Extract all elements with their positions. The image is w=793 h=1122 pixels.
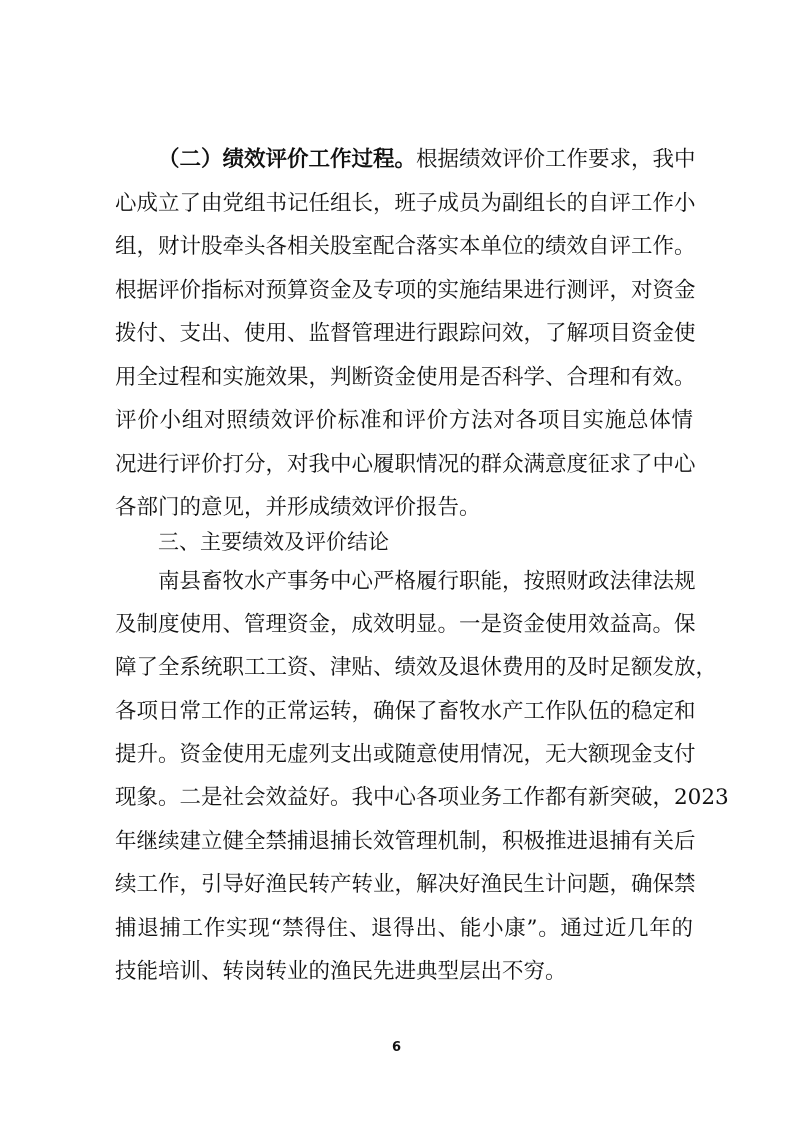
paragraph-line: 现象。二是社会效益好。我中心各项业务工作都有新突破，2023 <box>115 785 729 810</box>
paragraph-line: 提升。资金使用无虚列支出或随意使用情况，无大额现金支付 <box>115 742 696 767</box>
paragraph-line: 各部门的意见，并形成绩效评价报告。 <box>115 495 481 520</box>
paragraph-line: 各项日常工作的正常运转，确保了畜牧水产工作队伍的稳定和 <box>115 699 696 724</box>
paragraph-line: （二）绩效评价工作过程。根据绩效评价工作要求，我中 <box>158 147 696 172</box>
paragraph-line: 况进行评价打分，对我中心履职情况的群众满意度征求了中心 <box>115 452 696 477</box>
paragraph-line: 组，财计股牵头各相关股室配合落实本单位的绩效自评工作。 <box>115 234 696 259</box>
section-heading: 三、主要绩效及评价结论 <box>158 530 389 554</box>
paragraph-line: 南县畜牧水产事务中心严格履行职能，按照财政法律法规 <box>158 569 696 594</box>
paragraph-line: 根据评价指标对预算资金及专项的实施结果进行测评，对资金 <box>115 278 696 303</box>
paragraph-line: 障了全系统职工工资、津贴、绩效及退休费用的及时足额发放， <box>115 655 718 680</box>
paragraph-line: 技能培训、转岗转业的渔民先进典型层出不穷。 <box>115 959 567 984</box>
paragraph-line: 用全过程和实施效果，判断资金使用是否科学、合理和有效。 <box>115 365 696 390</box>
page-number: 6 <box>391 1040 402 1055</box>
paragraph-line: 捕退捕工作实现“禁得住、退得出、能小康”。通过近几年的 <box>115 916 693 941</box>
paragraph-line: 心成立了由党组书记任组长，班子成员为副组长的自评工作小 <box>115 191 696 216</box>
section-subtitle: （二）绩效评价工作过程。 <box>158 147 417 172</box>
paragraph-line: 续工作，引导好渔民转产转业，解决好渔民生计问题，确保禁 <box>115 872 696 897</box>
paragraph-line: 评价小组对照绩效评价标准和评价方法对各项目实施总体情 <box>115 408 693 433</box>
paragraph-line: 年继续建立健全禁捕退捕长效管理机制，积极推进退捕有关后 <box>115 829 696 854</box>
paragraph-line: 拨付、支出、使用、监督管理进行跟踪问效，了解项目资金使 <box>115 321 696 346</box>
paragraph-line: 及制度使用、管理资金，成效明显。一是资金使用效益高。保 <box>115 612 696 637</box>
